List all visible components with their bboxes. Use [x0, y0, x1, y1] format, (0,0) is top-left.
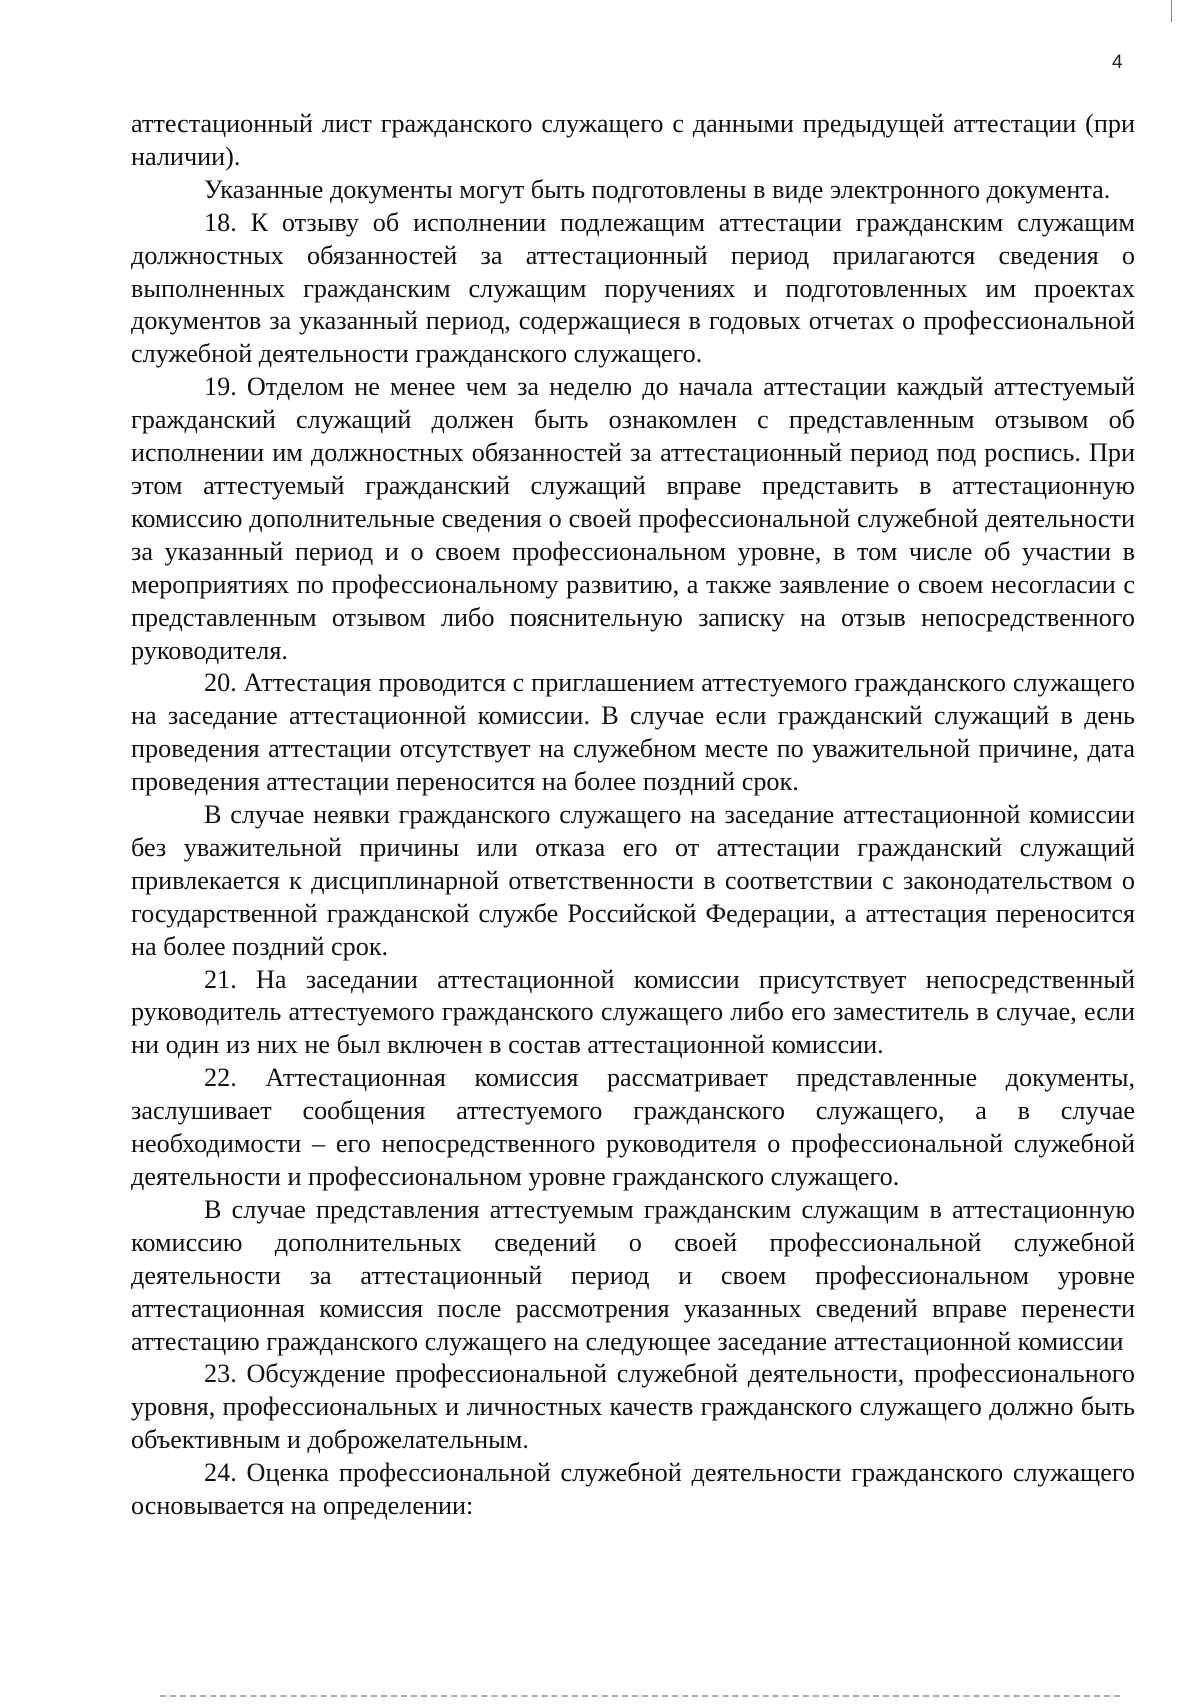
- scan-edge-mark: [1171, 0, 1172, 22]
- scan-bottom-line: [160, 1695, 1120, 1697]
- paragraph-item-22-additional: В случае представления аттестуемым гражданским служащим в аттестационную комиссию дополнительных сведений о своей профессиональной служебной деятельности за аттестационный период и своем профессиональном уровне аттестационная комиссия после рассмотрения указанных сведений вправе перенести аттестацию гражданского служащего на следующее заседание аттестационной комиссии: [131, 1194, 1135, 1356]
- paragraph-item-24: 24. Оценка профессиональной служебной деятельности гражданского служащего основывается на определении:: [131, 1458, 1135, 1521]
- paragraph-item-22: 22. Аттестационная комиссия рассматривает представленные документы, заслушивает сообщения аттестуемого гражданского служащего, а в случае необходимости – его непосредственного руководителя о профессиональной служебной деятельности и профессиональном уровне гражданского служащего.: [131, 1063, 1135, 1191]
- document-body: [131, 108, 1135, 1523]
- paragraph-continuation: аттестационный лист гражданского служащего с данными предыдущей аттестации (при наличии).: [131, 109, 1135, 171]
- paragraph-item-19: 19. Отделом не менее чем за неделю до начала аттестации каждый аттестуемый гражданский служащий должен быть ознакомлен с представленным отзывом об исполнении им должностных обязанностей за аттестационный период под роспись. При этом аттестуемый гражданский служащий вправе представить в аттестационную комиссию дополнительные сведения о своей профессиональной служебной деятельности за указанный период и о своем профессиональном уровне, в том числе об участии в мероприятиях по профессиональному развитию, а также заявление о своем несогласии с представленным отзывом либо пояснительную записку на отзыв непосредственного руководителя.: [131, 372, 1135, 665]
- paragraph-item-21: 21. На заседании аттестационной комиссии присутствует непосредственный руководитель аттестуемого гражданского служащего либо его заместитель в случае, если ни один из них не был включен в состав аттестационной комиссии.: [131, 964, 1135, 1060]
- paragraph-item-23: 23. Обсуждение профессиональной служебной деятельности, профессионального уровня, профессиональных и личностных качеств гражданского служащего должно быть объективным и доброжелательным.: [131, 1359, 1135, 1455]
- paragraph-electronic-docs: Указанные документы могут быть подготовлены в виде электронного документа.: [204, 174, 1111, 204]
- paragraph-item-18: 18. К отзыву об исполнении подлежащим аттестации гражданским служащим должностных обязанностей за аттестационный период прилагаются сведения о выполненных гражданским служащим поручениях и подготовленных им проектах документов за указанный период, содержащиеся в годовых отчетах о профессиональной служебной деятельности гражданского служащего.: [131, 207, 1135, 369]
- page-number: 4: [1112, 52, 1123, 73]
- paragraph-item-20: 20. Аттестация проводится с приглашением аттестуемого гражданского служащего на заседание аттестационной комиссии. В случае если гражданский служащий в день проведения аттестации отсутствует на служебном месте по уважительной причине, дата проведения аттестации переносится на более поздний срок.: [131, 668, 1135, 797]
- paragraph-item-20-absence: В случае неявки гражданского служащего на заседание аттестационной комиссии без уважительной причины или отказа его от аттестации гражданский служащий привлекается к дисциплинарной ответственности в соответствии с законодательством о государственной гражданской службе Российской Федерации, а аттестация переносится на более поздний срок.: [131, 800, 1135, 961]
